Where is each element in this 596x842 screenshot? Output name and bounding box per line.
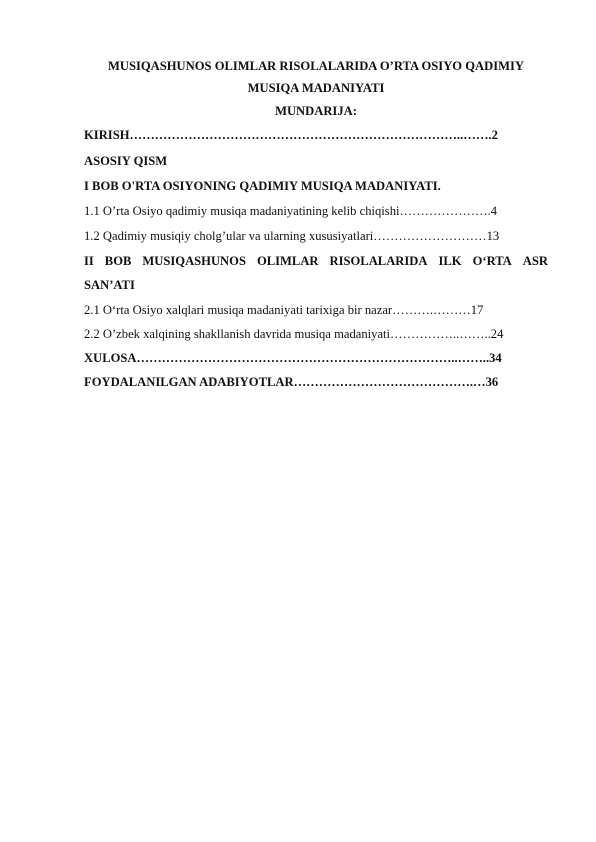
- toc-entry-xulosa: XULOSA…………………………………………………………………..……..34: [84, 351, 502, 365]
- toc-chapter-2-word: RISOLALARIDA: [329, 254, 428, 268]
- toc-entry-foydalanilgan-adabiyotlar: FOYDALANILGAN ADABIYOTLAR…………………………………….…36: [84, 375, 499, 389]
- toc-chapter-2: [84, 253, 548, 269]
- toc-chapter-2-word: OLIMLAR: [256, 254, 319, 268]
- toc-chapter-2-word: O‘RTA: [472, 254, 512, 268]
- toc-chapter-2-word: ASR: [522, 254, 548, 268]
- toc-entry-1-1: 1.1 O’rta Osiyo qadimiy musiqa madaniyatining kelib chiqishi………………….4: [84, 204, 498, 218]
- toc-chapter-2-word: MUSIQASHUNOS: [142, 254, 246, 268]
- toc-entry-2-2: 2.2 O’zbek xalqining shakllanish davrida musiqa madaniyati……………..……..24: [84, 327, 504, 341]
- document-title-line-2: MUSIQA MADANIYATI: [247, 81, 385, 95]
- toc-entry-2-1: 2.1 O‘rta Osiyo xalqlari musiqa madaniyati tarixiga bir nazar……….………17: [84, 303, 484, 317]
- toc-chapter-2-word: II: [84, 254, 94, 268]
- toc-entry-kirish: KIRISH……………………………………………………………………..…….2: [84, 128, 498, 142]
- toc-entry-1-2: 1.2 Qadimiy musiqiy cholg’ular va ularning xususiyatlari………………………13: [84, 229, 500, 243]
- document-title-line-1: MUSIQASHUNOS OLIMLAR RISOLALARIDA O’RTA OSIYO QADIMIY: [107, 59, 525, 73]
- contents-heading: MUNDARIJA:: [275, 104, 357, 118]
- toc-chapter-2-word: ILK: [438, 254, 462, 268]
- toc-chapter-2-continuation: SAN’ATI: [84, 278, 135, 292]
- toc-chapter-1: I BOB O'RTA OSIYONING QADIMIY MUSIQA MADANIYATI.: [84, 179, 441, 193]
- toc-section-asosiy-qism: ASOSIY QISM: [84, 154, 168, 168]
- toc-chapter-2-word: BOB: [104, 254, 132, 268]
